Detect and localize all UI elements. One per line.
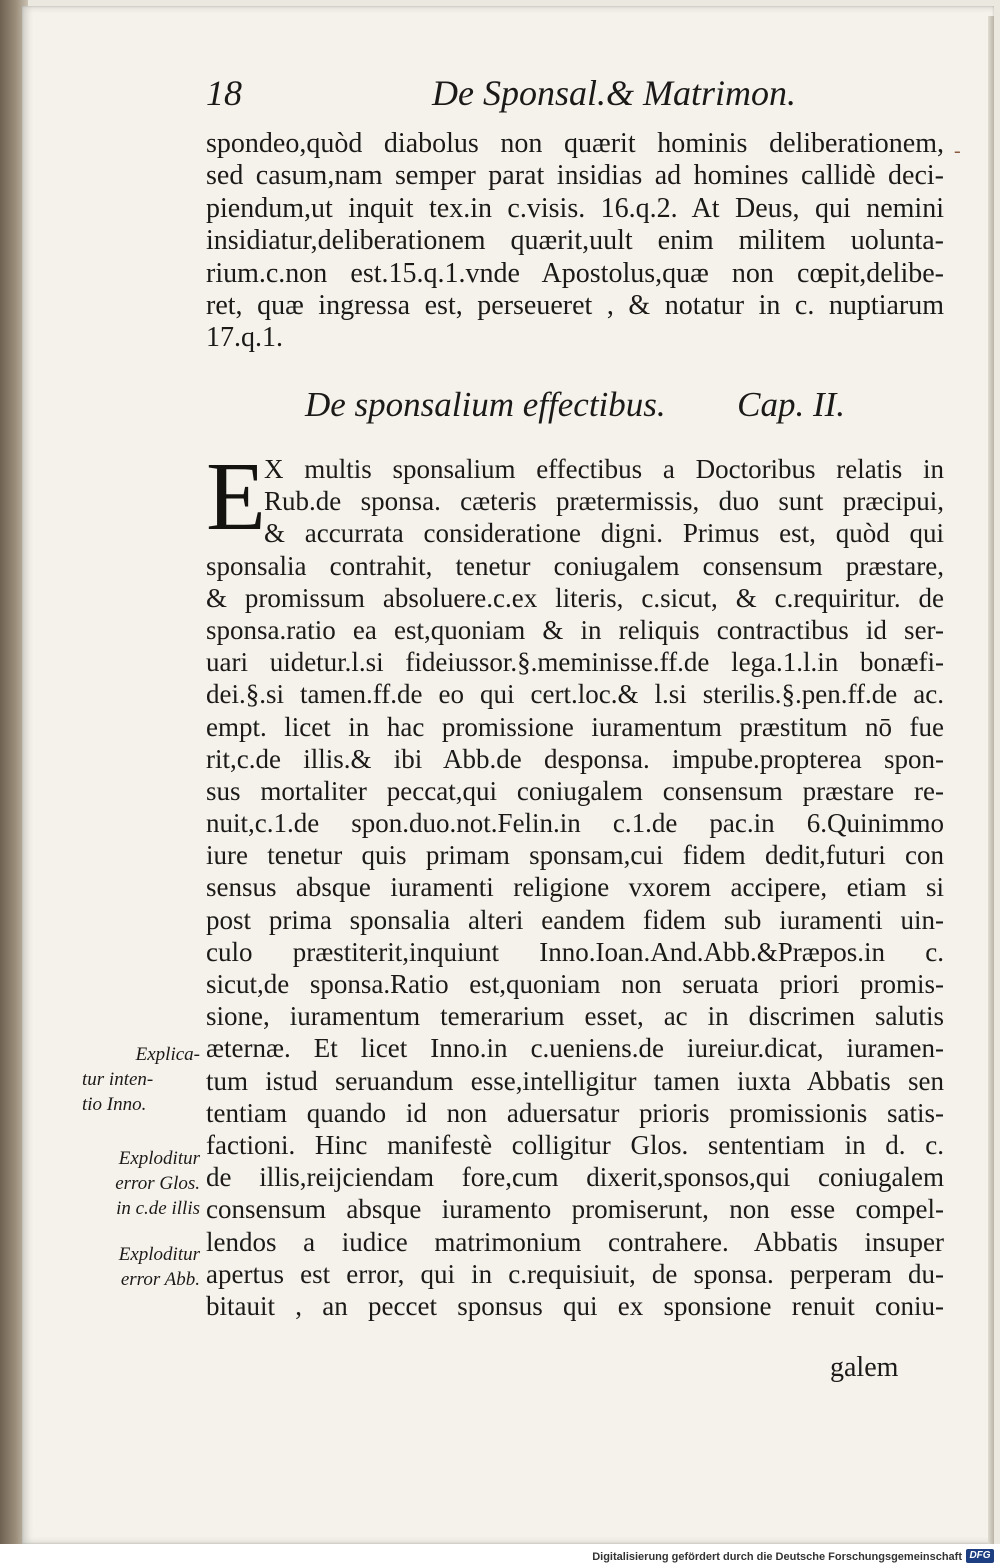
chapter-heading: [305, 382, 845, 428]
text-line: factioni. Hinc manifestè colligitur Glos. sententiam in d. c.: [206, 1129, 944, 1160]
running-title: De Sponsal.& Matrimon.: [432, 73, 796, 113]
text-line: sione, iuramentum temerarium esset, ac in discrimen salutis: [206, 1001, 944, 1032]
text-line: sponsalia contrahit, tenetur coniugalem consensum præstare,: [206, 550, 944, 581]
text-line: tum istud seruandum esse,intelligitur tamen iuxta Abbatis sen: [206, 1065, 944, 1096]
footer-credit: Digitalisierung gefördert durch die Deutsche Forschungsgemeinschaft: [592, 1551, 962, 1563]
drop-capital: E: [206, 443, 266, 551]
chapter-title: De sponsalium effectibus.: [305, 385, 666, 424]
marginal-note: [82, 1042, 200, 1117]
text-line: de illis,reijciendam fore,cum dixerit,sponsos,qui coniugalem: [206, 1162, 944, 1193]
text-line: sponsa.ratio ea est,quoniam & in reliquis contractibus id ser-: [206, 614, 944, 645]
text-line: spondeo,quòd diabolus non quærit hominis deliberationem,: [206, 128, 944, 159]
dfg-logo: DFG: [966, 1549, 994, 1563]
footer-bar: [0, 1544, 1000, 1566]
text-line: insidiatur,deliberationem quærit,uult enim militem uolunta-: [206, 225, 944, 257]
chapter-number: Cap. II.: [737, 385, 845, 424]
text-line: Rub.de sponsa. cæteris prætermissis, duo sunt præcipui,: [264, 486, 944, 517]
text-line: sus mortaliter peccat,qui coniugalem consensum præstare re-: [206, 775, 944, 806]
text-line: iure tenetur quis primam sponsam,cui fidem dedit,futuri con: [206, 840, 944, 871]
text-line: & accurrata consideratione digni. Primus est, quòd qui: [264, 518, 944, 549]
text-line: piendum,ut inquit tex.in c.visis. 16.q.2. At Deus, qui nemini: [206, 192, 944, 224]
paragraph-continued: [206, 128, 944, 355]
text-line: æternæ. Et licet Inno.in c.ueniens.de iureiur.dicat, iuramen-: [206, 1033, 944, 1064]
text-line: rit,c.de illis.& ibi Abb.de desponsa. impube.propterea spon-: [206, 743, 944, 774]
text-line: sicut,de sponsa.Ratio est,quoniam non seruata priori promis-: [206, 969, 944, 999]
marginal-line: Exploditur: [118, 1148, 200, 1169]
page-number: 18: [206, 73, 242, 113]
marginal-line: tur inten-: [82, 1069, 154, 1090]
catchword: galem: [830, 1352, 899, 1383]
marginal-line: tio Inno.: [82, 1094, 147, 1115]
page-header: [206, 70, 796, 116]
page-edge: [988, 16, 994, 1546]
stray-ink-mark: -: [954, 140, 961, 162]
text-line: apertus est error, qui in c.requisiuit, de sponsa. perperam du-: [206, 1258, 944, 1289]
chapter-body: [206, 443, 944, 1322]
text-line: consensum absque iuramento promiserunt, non esse compel-: [206, 1194, 944, 1225]
text-line: X multis sponsalium effectibus a Doctoribus relatis in: [264, 454, 944, 484]
text-line: ret, quæ ingressa est, perseueret , & notatur in c. nuptiarum: [206, 289, 944, 321]
marginal-line: in c.de illis: [116, 1198, 200, 1219]
marginal-line: Explica-: [135, 1044, 200, 1065]
marginal-line: error Abb.: [120, 1269, 200, 1290]
text-line: nuit,c.1.de spon.duo.not.Felin.in c.1.de pac.in 6.Quinimmo: [206, 808, 944, 839]
text-line: lendos a iudice matrimonium contrahere. Abbatis insuper: [206, 1226, 944, 1257]
text-line: empt. licet in hac promissione iuramentum præstitum nō fue: [206, 711, 944, 742]
marginal-note: [82, 1242, 200, 1292]
text-line: sensus absque iuramenti religione vxorem accipere, etiam si: [206, 872, 944, 903]
text-line: 17.q.1.: [206, 322, 283, 354]
text-line: & promissum absoluere.c.ex literis, c.sicut, & c.requiritur. de: [206, 582, 944, 613]
text-line: bitauit , an peccet sponsus qui ex sponsione renuit coniu-: [206, 1290, 944, 1321]
marginal-line: Exploditur: [118, 1244, 200, 1265]
text-line: tentiam quando id non aduersatur prioris promissionis satis-: [206, 1097, 944, 1128]
marginal-note: [82, 1146, 200, 1221]
text-line: rium.c.non est.15.q.1.vnde Apostolus,quæ non cœpit,delibe-: [206, 257, 944, 289]
text-line: uari uidetur.l.si fideiussor.§.meminisse.ff.de lega.1.l.in bonæfi-: [206, 647, 944, 678]
text-line: post prima sponsalia alteri eandem fidem sub iuramenti uin-: [206, 904, 944, 935]
text-line: culo præstiterit,inquiunt Inno.Ioan.And.Abb.&Præpos.in c.: [206, 936, 944, 967]
text-line: dei.§.si tamen.ff.de eo qui cert.loc.& l.si sterilis.§.pen.ff.de ac.: [206, 679, 944, 710]
marginal-line: error Glos.: [115, 1173, 200, 1194]
text-line: sed casum,nam semper parat insidias ad homines callidè deci-: [206, 160, 944, 192]
